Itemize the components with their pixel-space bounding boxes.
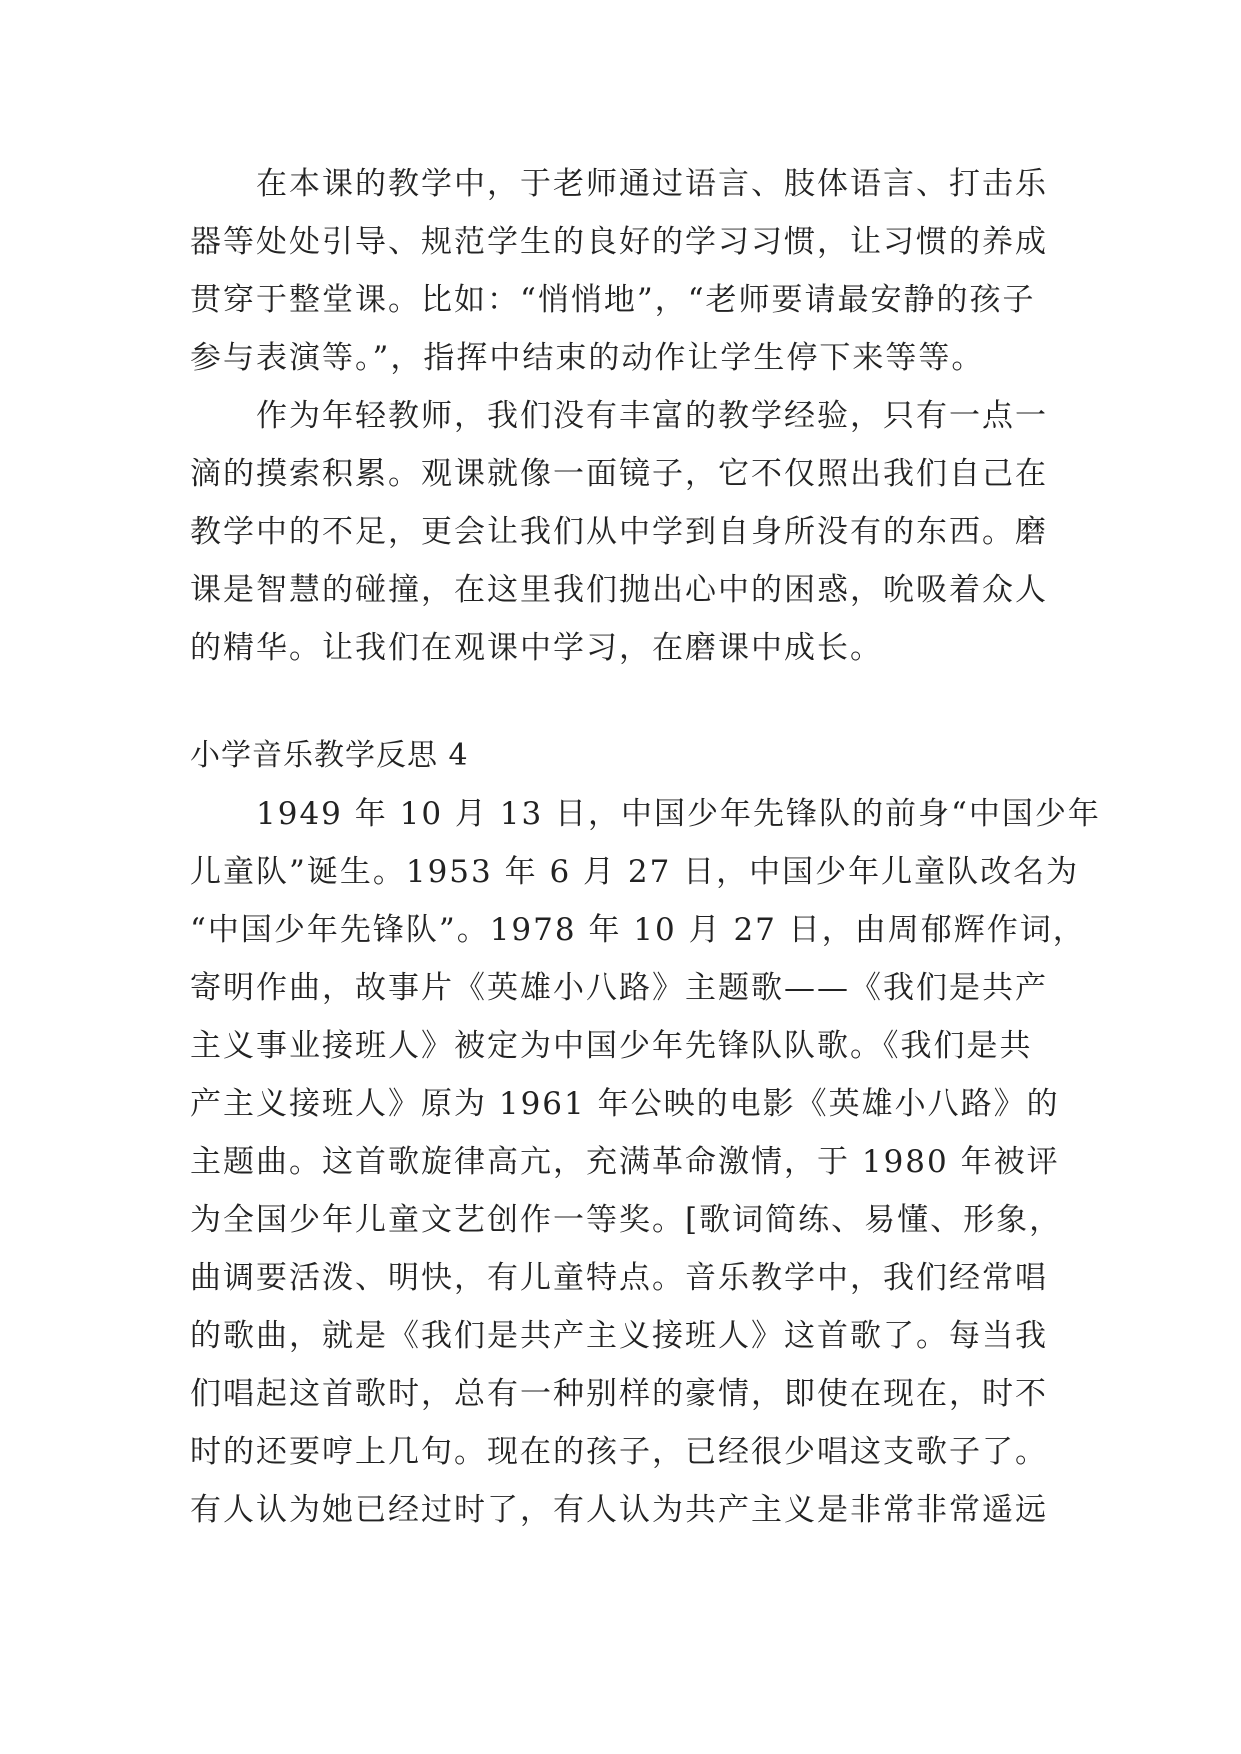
text-line: 为全国少年儿童文艺创作一等奖。[歌词简练、易懂、形象，: [190, 1202, 1063, 1238]
text-line: 1949 年 10 月 13 日，中国少年先锋队的前身“中国少年: [256, 796, 1101, 832]
text-line: 在本课的教学中，于老师通过语言、肢体语言、打击乐: [256, 166, 1048, 202]
text-line: 器等处处引导、规范学生的良好的学习习惯，让习惯的养成: [190, 224, 1048, 260]
text-line: 产主义接班人》原为 1961 年公映的电影《英雄小八路》的: [190, 1086, 1060, 1122]
text-line: 课是智慧的碰撞，在这里我们抛出心中的困惑，吮吸着众人: [190, 572, 1048, 608]
text-line: 参与表演等。”，指挥中结束的动作让学生停下来等等。: [190, 340, 985, 376]
paragraph-pioneer-song: [190, 785, 1101, 1539]
text-line: 教学中的不足，更会让我们从中学到自身所没有的东西。磨: [190, 514, 1048, 550]
text-line: 有人认为她已经过时了，有人认为共产主义是非常非常遥远: [190, 1492, 1048, 1528]
document-page: [190, 155, 1101, 1539]
text-line: 主题曲。这首歌旋律高亢，充满革命激情，于 1980 年被评: [190, 1144, 1060, 1180]
text-line: 作为年轻教师，我们没有丰富的教学经验，只有一点一: [256, 398, 1048, 434]
text-line: 贯穿于整堂课。比如：“悄悄地”，“老师要请最安静的孩子: [190, 282, 1036, 318]
paragraph-young-teacher: [190, 387, 1060, 677]
text-line: 时的还要哼上几句。现在的孩子，已经很少唱这支歌子了。: [190, 1434, 1048, 1470]
text-line: 们唱起这首歌时，总有一种别样的豪情，即使在现在，时不: [190, 1376, 1048, 1412]
text-line: 儿童队”诞生。1953 年 6 月 27 日，中国少年儿童队改名为: [190, 854, 1080, 890]
text-line: “中国少年先锋队”。1978 年 10 月 27 日，由周郁辉作词，: [190, 912, 1086, 948]
text-line: 曲调要活泼、明快，有儿童特点。音乐教学中，我们经常唱: [190, 1260, 1048, 1296]
text-line: 的歌曲，就是《我们是共产主义接班人》这首歌了。每当我: [190, 1318, 1048, 1354]
text-line: 寄明作曲，故事片《英雄小八路》主题歌——《我们是共产: [190, 970, 1048, 1006]
section-spacer: [190, 677, 1060, 727]
text-line: 滴的摸索积累。观课就像一面镜子，它不仅照出我们自己在: [190, 456, 1048, 492]
section-heading: 小学音乐教学反思 4: [190, 738, 469, 773]
paragraph-teaching-habits: [190, 155, 1060, 387]
text-line: 主义事业接班人》被定为中国少年先锋队队歌。《我们是共: [190, 1028, 1033, 1064]
text-line: 的精华。让我们在观课中学习，在磨课中成长。: [190, 630, 883, 666]
